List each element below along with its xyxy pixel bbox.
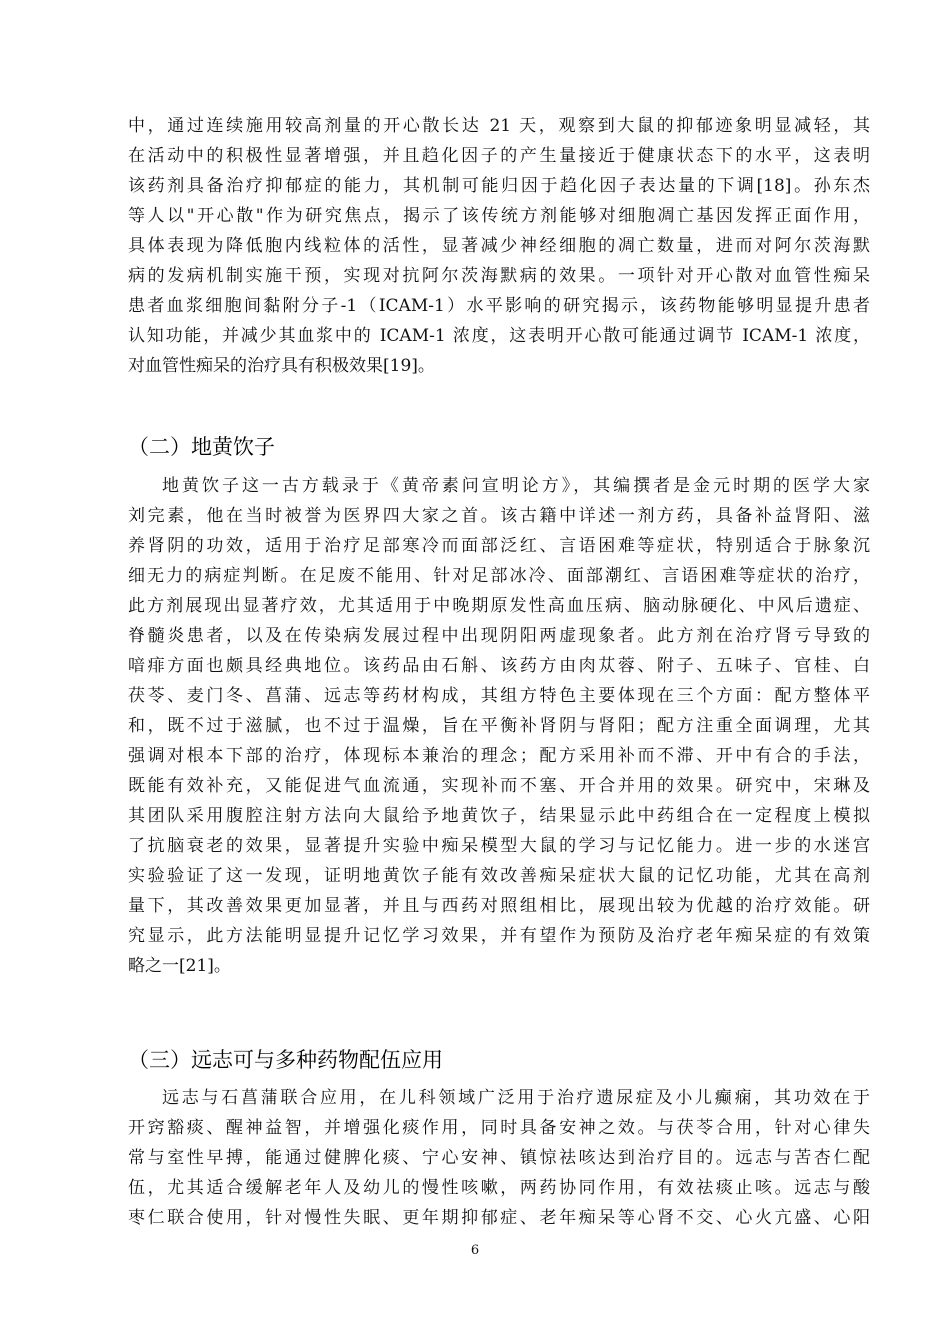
page-number: 6 xyxy=(470,1243,480,1258)
text-line: 等人以"开心散"作为研究焦点，揭示了该传统方剂能够对细胞凋亡基因发挥正面作用， xyxy=(128,206,870,226)
text-line: 认知功能，并减少其血浆中的 ICAM-1 浓度，这表明开心散可能通过调节 ICAM-1 浓度， xyxy=(128,326,870,346)
text-line: 和，既不过于滋腻，也不过于温燥，旨在平衡补肾阴与肾阳；配方注重全面调理，尤其 xyxy=(128,716,870,736)
text-line: 其团队采用腹腔注射方法向大鼠给予地黄饮子，结果显示此中药组合在一定程度上模拟 xyxy=(128,806,870,826)
text-line: 地黄饮子这一古方载录于《黄帝素问宣明论方》，其编撰者是金元时期的医学大家 xyxy=(162,476,870,496)
paragraph-kaixinsan xyxy=(128,111,870,381)
text-line: 量下，其改善效果更加显著，并且与西药对照组相比，展现出较为优越的治疗效能。研 xyxy=(128,896,870,916)
text-line: 具体表现为降低胞内线粒体的活性，显著减少神经细胞的凋亡数量，进而对阿尔茨海默 xyxy=(128,236,870,256)
text-line: 此方剂展现出显著疗效，尤其适用于中晚期原发性高血压病、脑动脉硬化、中风后遗症、 xyxy=(128,596,870,616)
text-line: 中，通过连续施用较高剂量的开心散长达 21 天，观察到大鼠的抑郁迹象明显减轻，其 xyxy=(128,116,870,136)
text-line: 该药剂具备治疗抑郁症的能力，其机制可能归因于趋化因子表达量的下调[18]。孙东杰 xyxy=(128,176,870,196)
text-line: 细无力的病症判断。在足废不能用、针对足部冰冷、面部潮红、言语困难等症状的治疗， xyxy=(128,566,870,586)
text-line: 刘完素，他在当时被誉为医界四大家之首。该古籍中详述一剂方药，具备补益肾阳、滋 xyxy=(128,506,870,526)
text-line: 在活动中的积极性显著增强，并且趋化因子的产生量接近于健康状态下的水平，这表明 xyxy=(128,146,870,166)
text-line: 强调对根本下部的治疗，体现标本兼治的理念；配方采用补而不滞、开中有合的手法， xyxy=(128,746,870,766)
text-line: 常与室性早搏，能通过健脾化痰、宁心安神、镇惊祛咳达到治疗目的。远志与苦杏仁配 xyxy=(128,1148,870,1168)
section-heading-yuanzhi-compatibility: （三）远志可与多种药物配伍应用 xyxy=(128,1048,443,1072)
text-line: 究显示，此方法能明显提升记忆学习效果，并有望作为预防及治疗老年痴呆症的有效策 xyxy=(128,926,870,946)
text-line: 枣仁联合使用，针对慢性失眠、更年期抑郁症、老年痴呆等心肾不交、心火亢盛、心阳 xyxy=(128,1208,870,1228)
text-line: 对血管性痴呆的治疗具有积极效果[19]。 xyxy=(128,356,435,376)
text-line: 养肾阴的功效，适用于治疗足部寒冷而面部泛红、言语困难等症状，特别适合于脉象沉 xyxy=(128,536,870,556)
text-line: 茯苓、麦门冬、菖蒲、远志等药材构成，其组方特色主要体现在三个方面：配方整体平 xyxy=(128,686,870,706)
text-line: 实验验证了这一发现，证明地黄饮子能有效改善痴呆症状大鼠的记忆功能，尤其在高剂 xyxy=(128,866,870,886)
text-line: 了抗脑衰老的效果，显著提升实验中痴呆模型大鼠的学习与记忆能力。进一步的水迷宫 xyxy=(128,836,870,856)
text-line: 伍，尤其适合缓解老年人及幼儿的慢性咳嗽，两药协同作用，有效祛痰止咳。远志与酸 xyxy=(128,1178,870,1198)
text-line: 开窍豁痰、醒神益智，并增强化痰作用，同时具备安神之效。与茯苓合用，针对心律失 xyxy=(128,1118,870,1138)
text-line: 略之一[21]。 xyxy=(128,956,231,976)
paragraph-dihuang-yinzi xyxy=(128,471,870,981)
section-heading-dihuang-yinzi: （二）地黄饮子 xyxy=(128,435,275,459)
text-line: 喑痱方面也颇具经典地位。该药品由石斛、该药方由肉苁蓉、附子、五味子、官桂、白 xyxy=(128,656,870,676)
paragraph-yuanzhi xyxy=(128,1083,870,1233)
text-line: 既能有效补充，又能促进气血流通，实现补而不塞、开合并用的效果。研究中，宋琳及 xyxy=(128,776,870,796)
text-line: 脊髓炎患者，以及在传染病发展过程中出现阴阳两虚现象者。此方剂在治疗肾亏导致的 xyxy=(128,626,870,646)
text-line: 病的发病机制实施干预，实现对抗阿尔茨海默病的效果。一项针对开心散对血管性痴呆 xyxy=(128,266,870,286)
text-line: 远志与石菖蒲联合应用，在儿科领域广泛用于治疗遗尿症及小儿癫痫，其功效在于 xyxy=(162,1088,870,1108)
text-line: 患者血浆细胞间黏附分子-1（ICAM-1）水平影响的研究揭示，该药物能够明显提升患者 xyxy=(128,296,870,316)
